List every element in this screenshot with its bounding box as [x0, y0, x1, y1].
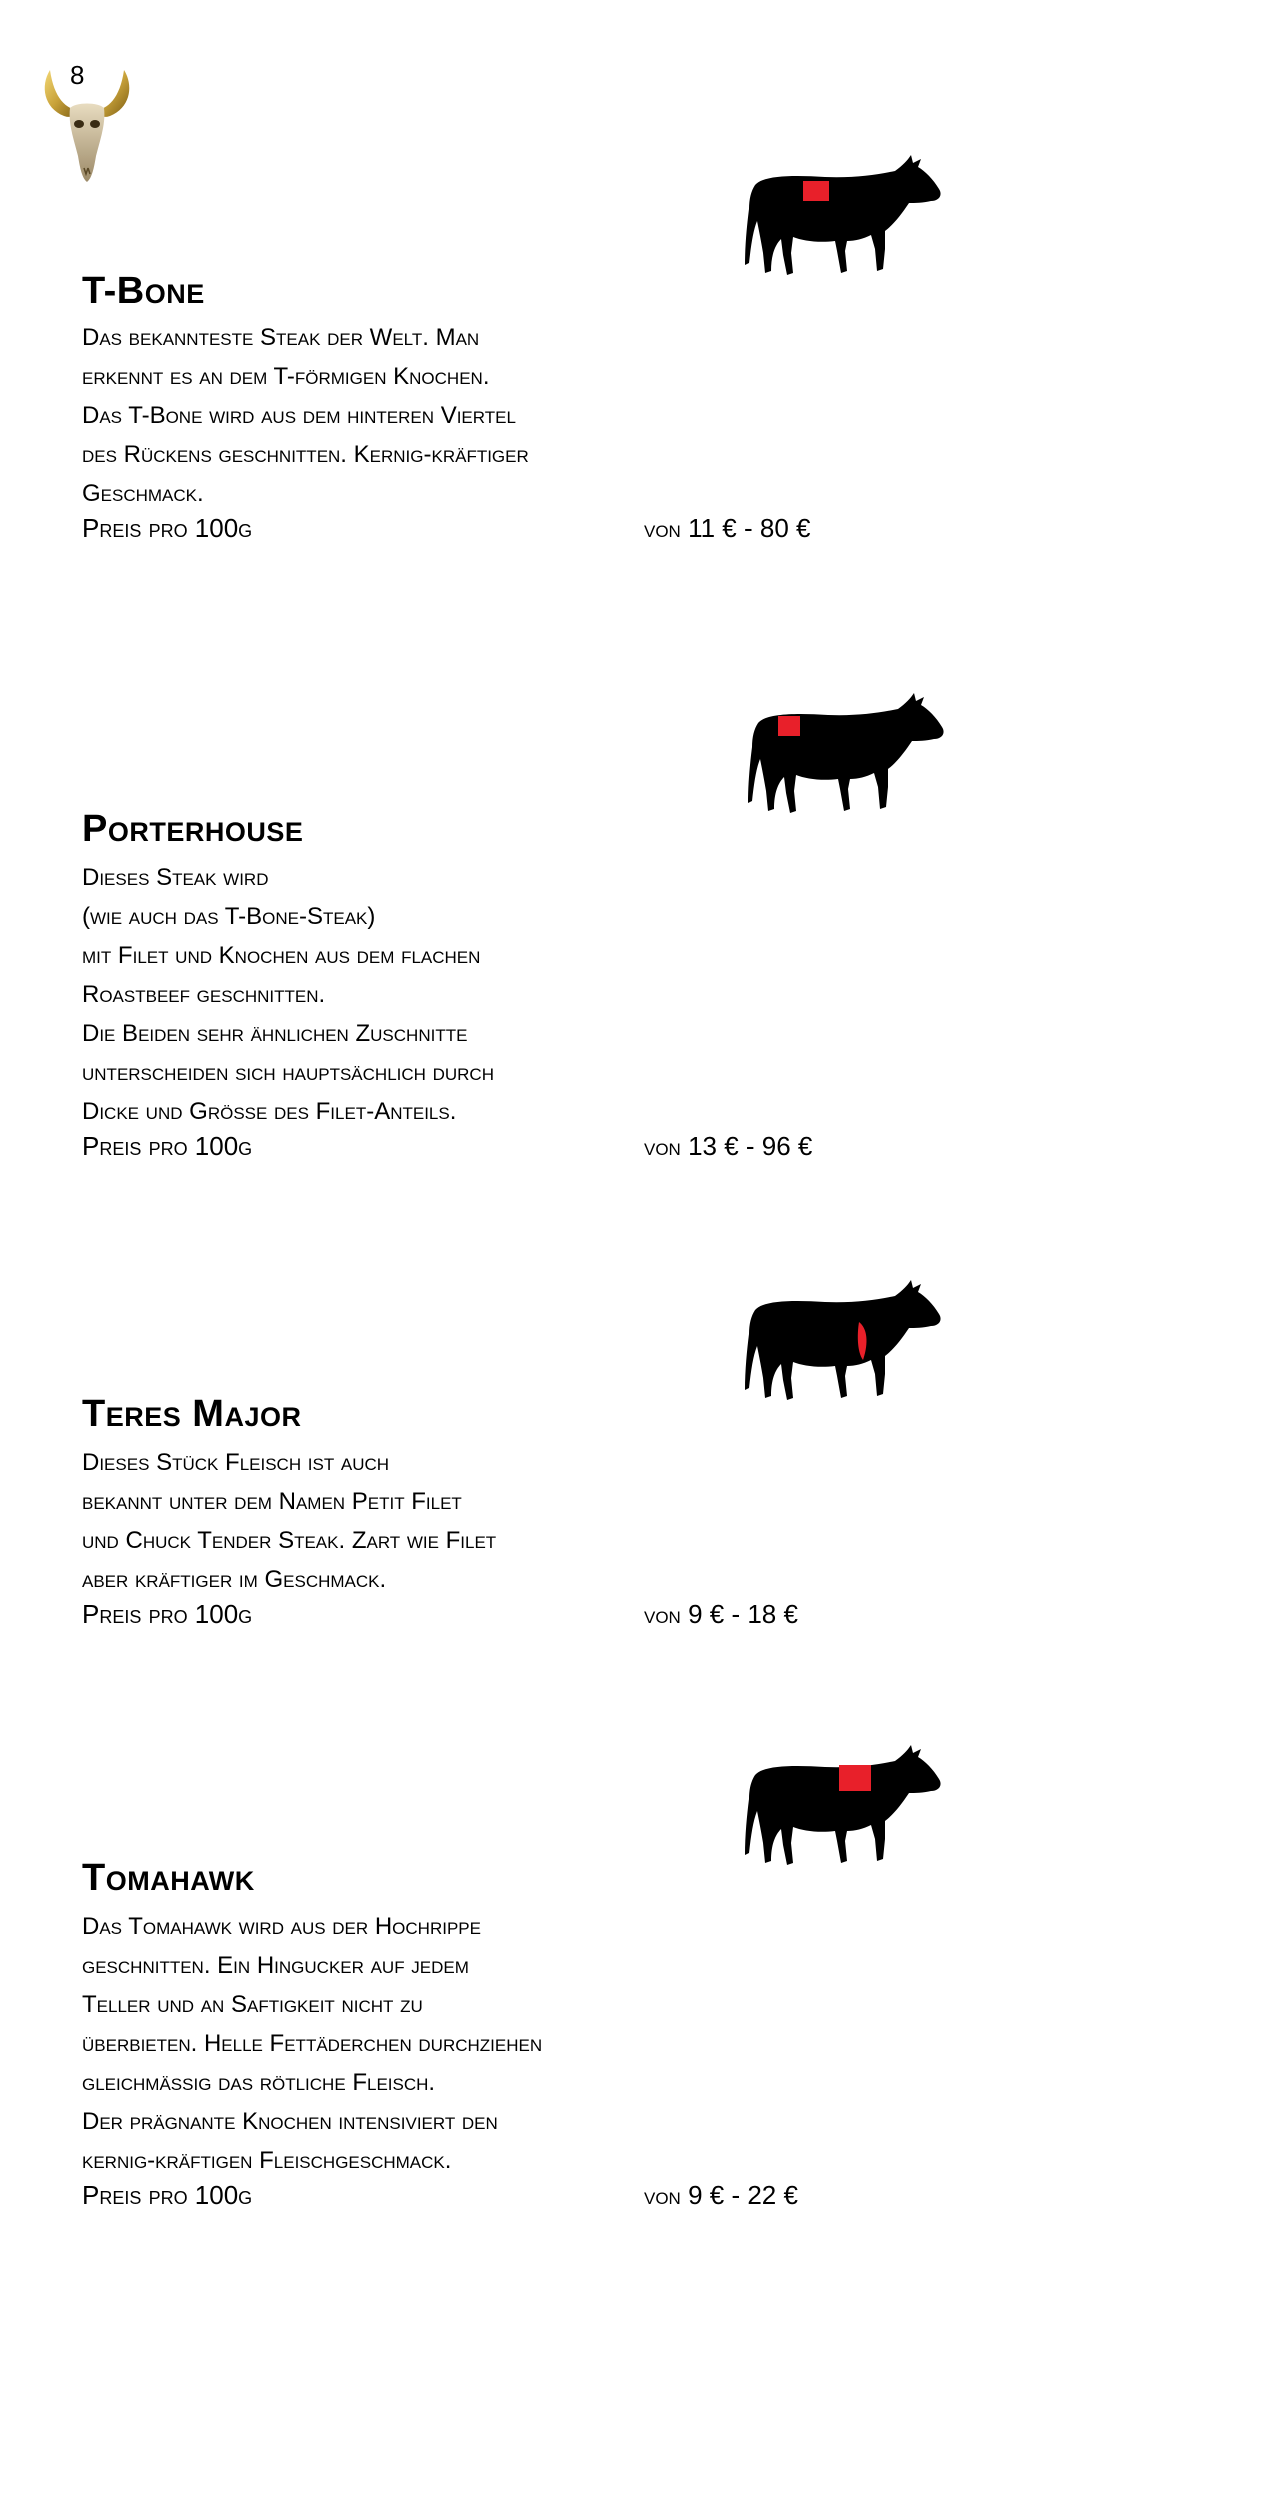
section-tomahawk — [82, 1855, 1182, 2220]
description-line: Der prägnante Knochen intensiviert den — [82, 2108, 498, 2135]
bull-skull-icon — [36, 64, 138, 190]
item-description — [82, 1443, 1182, 1599]
price-label: Preis pro 100g — [82, 1599, 253, 1629]
description-line: Dicke und Größe des Filet-Anteils. — [82, 1098, 457, 1125]
description-line: Dieses Steak wird — [82, 864, 269, 891]
price-prefix: von — [644, 1134, 681, 1161]
description-line: Die Beiden sehr ähnlichen Zuschnitte — [82, 1020, 468, 1047]
item-title: Tomahawk — [82, 1857, 255, 1899]
description-line: gleichmäßig das rötliche Fleisch. — [82, 2069, 436, 2096]
description-line: Das Tomahawk wird aus der Hochrippe — [82, 1913, 481, 1940]
description-line: aber kräftiger im Geschmack. — [82, 1566, 387, 1593]
item-title: Porterhouse — [82, 808, 304, 850]
description-line: kernig-kräftigen Fleischgeschmack. — [82, 2147, 452, 2174]
description-line: unterscheiden sich hauptsächlich durch — [82, 1059, 494, 1086]
price-range: 9 € - 18 € — [688, 1599, 798, 1629]
price-prefix: von — [644, 516, 681, 543]
description-line: Roastbeef geschnitten. — [82, 981, 326, 1008]
price-label: Preis pro 100g — [82, 513, 253, 543]
item-title: T-Bone — [82, 270, 205, 312]
price-label: Preis pro 100g — [82, 1131, 253, 1161]
price-range: 11 € - 80 € — [688, 513, 811, 543]
price-value — [644, 1599, 798, 1630]
description-line: Das bekannteste Steak der Welt. Man — [82, 324, 480, 351]
section-teres-major — [82, 1391, 1182, 1639]
price-range: 13 € - 96 € — [688, 1131, 813, 1161]
item-description — [82, 318, 1182, 513]
description-line: Geschmack. — [82, 480, 204, 507]
description-line: geschnitten. Ein Hingucker auf jedem — [82, 1952, 469, 1979]
section-tbone — [82, 268, 1182, 553]
cut-highlight-icon — [778, 716, 800, 736]
price-value — [644, 2180, 798, 2211]
page-number: 8 — [70, 60, 85, 90]
cut-highlight-icon — [803, 181, 829, 201]
price-row — [82, 1131, 1182, 1171]
item-title: Teres Major — [82, 1393, 302, 1435]
description-line: und Chuck Tender Steak. Zart wie Filet — [82, 1527, 497, 1554]
item-description — [82, 1907, 1182, 2180]
description-line: mit Filet und Knochen aus dem flachen — [82, 942, 481, 969]
price-prefix: von — [644, 1602, 681, 1629]
description-line: erkennt es an dem T-förmigen Knochen. — [82, 363, 490, 390]
section-porterhouse — [82, 806, 1182, 1171]
price-value — [644, 513, 810, 544]
price-range: 9 € - 22 € — [688, 2180, 798, 2210]
cut-highlight-icon — [839, 1765, 871, 1791]
description-line: Dieses Stück Fleisch ist auch — [82, 1449, 390, 1476]
price-prefix: von — [644, 2183, 681, 2210]
description-line: bekannt unter dem Namen Petit Filet — [82, 1488, 462, 1515]
price-row — [82, 2180, 1182, 2220]
price-label: Preis pro 100g — [82, 2180, 253, 2210]
price-value — [644, 1131, 812, 1162]
price-row — [82, 1599, 1182, 1639]
description-line: Teller und an Saftigkeit nicht zu — [82, 1991, 423, 2018]
description-line: des Rückens geschnitten. Kernig-kräftiger — [82, 441, 529, 468]
item-description — [82, 858, 1182, 1131]
description-line: (wie auch das T-Bone-Steak) — [82, 903, 376, 930]
description-line: Das T-Bone wird aus dem hinteren Viertel — [82, 402, 516, 429]
description-line: überbieten. Helle Fettäderchen durchziehen — [82, 2030, 543, 2057]
price-row — [82, 513, 1182, 553]
